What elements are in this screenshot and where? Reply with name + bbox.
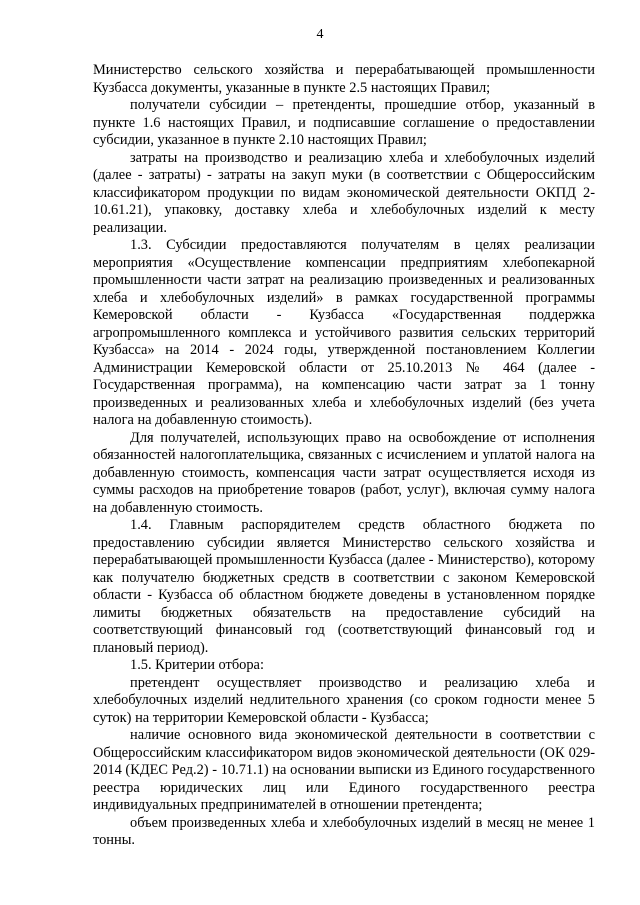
paragraph-1-3: 1.3. Субсидии предоставляются получателям в целях реализации мероприятия «Осуществление компенсации предприятиям хлебопекарной промышленности части затрат на реализацию произведенных и реализованных хлеба и хлебобулочных изделий» в рамках государственной программы Кемеровской области - Кузбасса «Государственная поддержка агропромышленного комплекса и устойчивого развития сельских территорий Кузбасса» на 2014 - 2024 годы, утвержденной постановлением Коллегии Администрации Кемеровской области от 25.10.2013 № 464 (далее - Государственная программа), на компенсацию части затрат за 1 тонну произведенных и реализованных хлеба и хлебобулочных изделий (без учета налога на добавленную стоимость). <box>93 237 595 428</box>
paragraph-criterion-volume: объем произведенных хлеба и хлебобулочных изделий в месяц не менее 1 тонны. <box>93 814 595 848</box>
paragraph-recipients-definition: получатели субсидии – претенденты, прошедшие отбор, указанный в пункте 1.6 настоящих Правил, и подписавшие соглашение о предоставлении субсидии, указанное в пункте 2.10 настоящих Правил; <box>93 97 595 148</box>
page-number: 4 <box>316 27 324 42</box>
paragraph-criterion-production: претендент осуществляет производство и реализацию хлеба и хлебобулочных изделий недлительного хранения (со сроком годности менее 5 суток) на территории Кемеровской области - Кузбасса; <box>93 674 595 726</box>
document-body <box>93 62 595 850</box>
paragraph-1-4: 1.4. Главным распорядителем средств областного бюджета по предоставлению субсидии является Министерство сельского хозяйства и перерабатывающей промышленности Кузбасса (далее - Министерство), которому как получателю бюджетных средств в соответствии с законом Кемеровской области - Кузбасса об областном бюджете доведены в установленном порядке лимиты бюджетных обязательств на предоставление субсидий на соответствующий финансовый год (соответствующий финансовый год и плановый период). <box>93 517 595 656</box>
paragraph-vat-exemption: Для получателей, использующих право на освобождение от исполнения обязанностей налогоплательщика, связанных с исчислением и уплатой налога на добавленную стоимость, компенсация части затрат осуществляется исходя из суммы расходов на приобретение товаров (работ, услуг), включая сумму налога на добавленную стоимость. <box>93 429 595 516</box>
paragraph-criterion-activity: наличие основного вида экономической деятельности в соответствии с Общероссийским классификатором видов экономической деятельности (ОК 029-2014 (КДЕС Ред.2) - 10.71.1) на основании выписки из Единого государственного реестра юридических лиц или Единого государственного реестра индивидуальных предпринимателей в отношении претендента; <box>93 727 595 813</box>
paragraph-continuation: Министерство сельского хозяйства и перерабатывающей промышленности Кузбасса документы, указанные в пункте 2.5 настоящих Правил; <box>93 62 595 96</box>
paragraph-costs-definition: затраты на производство и реализацию хлеба и хлебобулочных изделий (далее - затраты) - затраты на закуп муки (в соответствии с Общероссийским классификатором продукции по видам экономической деятельности ОКПД 2- 10.61.21), упаковку, доставку хлеба и хлебобулочных изделий к месту реализации. <box>93 149 595 236</box>
paragraph-1-5-heading: 1.5. Критерии отбора: <box>130 657 264 673</box>
